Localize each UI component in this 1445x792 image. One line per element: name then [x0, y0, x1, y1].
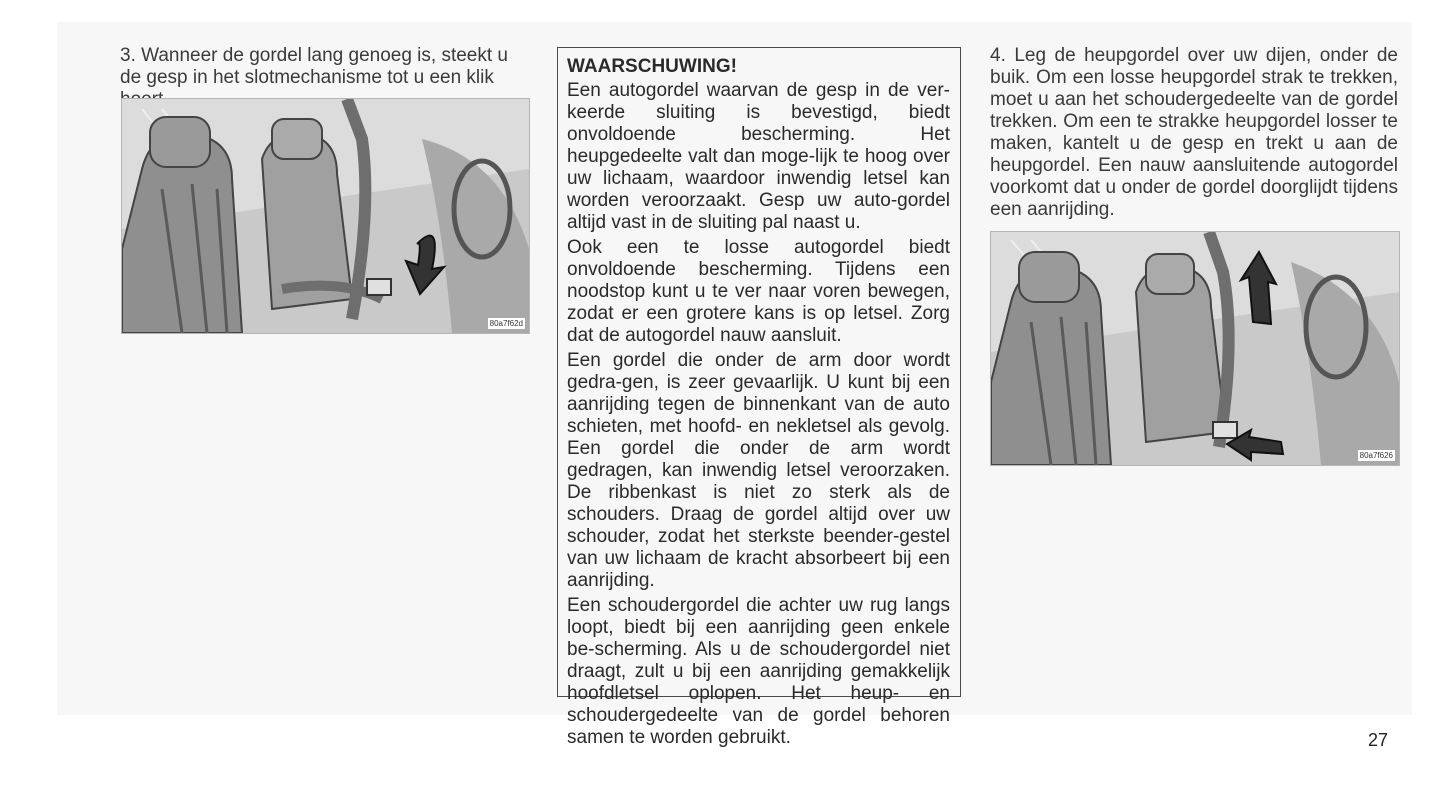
step-4-text	[990, 45, 1398, 221]
seat-belt-buckle-illustration	[121, 98, 530, 334]
warning-paragraph-1: Een autogordel waarvan de gesp in de ver-keerde sluiting is bevestigd, biedt onvoldoende bescherming. Het heupgedeelte valt dan moge-lijk te hoog over uw lichaam, waardoor inwendig letsel kan worden veroorzaakt. Gesp uw auto-gordel altijd vast in de sluiting pal naast u.	[567, 80, 950, 233]
step-3-paragraph: 3. Wanneer de gordel lang genoeg is, steekt u de gesp in het slotmechanisme tot u een klik	[120, 45, 508, 88]
lap-belt-adjust-illustration	[990, 231, 1400, 466]
warning-paragraph-3: Een gordel die onder de arm door wordt gedra-gen, is zeer gevaarlijk. U kunt bij een aanrijding tegen de binnenkant van de auto schieten, met hoofd- en nekletsel als gevolg. Een gordel die onder de arm wordt gedragen, kan inwendig letsel veroorzaken. De ribbenkast is niet zo sterk als de schouders. Draag de gordel altijd over uw schouder, zodat het sterkste beender-gestel van uw lichaam de kracht absorbeert bij een aanrijding.	[567, 350, 950, 591]
seat-belt-buckle-icon	[122, 99, 529, 333]
step-4-paragraph: 4. Leg de heupgordel over uw dijen, onder de buik. Om een losse heupgordel strak te trekken, moet u aan het schoudergedeelte van de gordel trekken. Om een te strakke heupgordel losser te maken, kantelt u de gesp en trekt u aan de heupgordel. Een nauw aansluitende autogordel voorkomt dat u onder de gordel doorglijdt tijdens een aanrijding.	[990, 45, 1398, 220]
warning-box	[557, 47, 961, 748]
page-number: 27	[1368, 730, 1389, 750]
illustration-code: 80a7f626	[1359, 451, 1393, 460]
warning-title: WAARSCHUWING!	[567, 56, 737, 77]
warning-paragraph-4: Een schoudergordel die achter uw rug langs loopt, biedt bij een aanrijding geen enkele be-scherming. Als u de schoudergordel niet draagt, zult u bij een aanrijding gemakkelijk hoofdletsel oplopen. Het heup- en schoudergedeelte van de gordel behoren samen te worden gebruikt.	[567, 595, 950, 748]
illustration-code: 80a7f62d	[489, 319, 523, 328]
warning-paragraph-2: Ook een te losse autogordel biedt onvoldoende bescherming. Tijdens een noodstop kunt u te ver naar voren bewegen, zodat er een grotere kans is op letsel. Zorg dat de autogordel nauw aansluit.	[567, 237, 950, 346]
lap-belt-adjust-icon	[991, 232, 1399, 465]
